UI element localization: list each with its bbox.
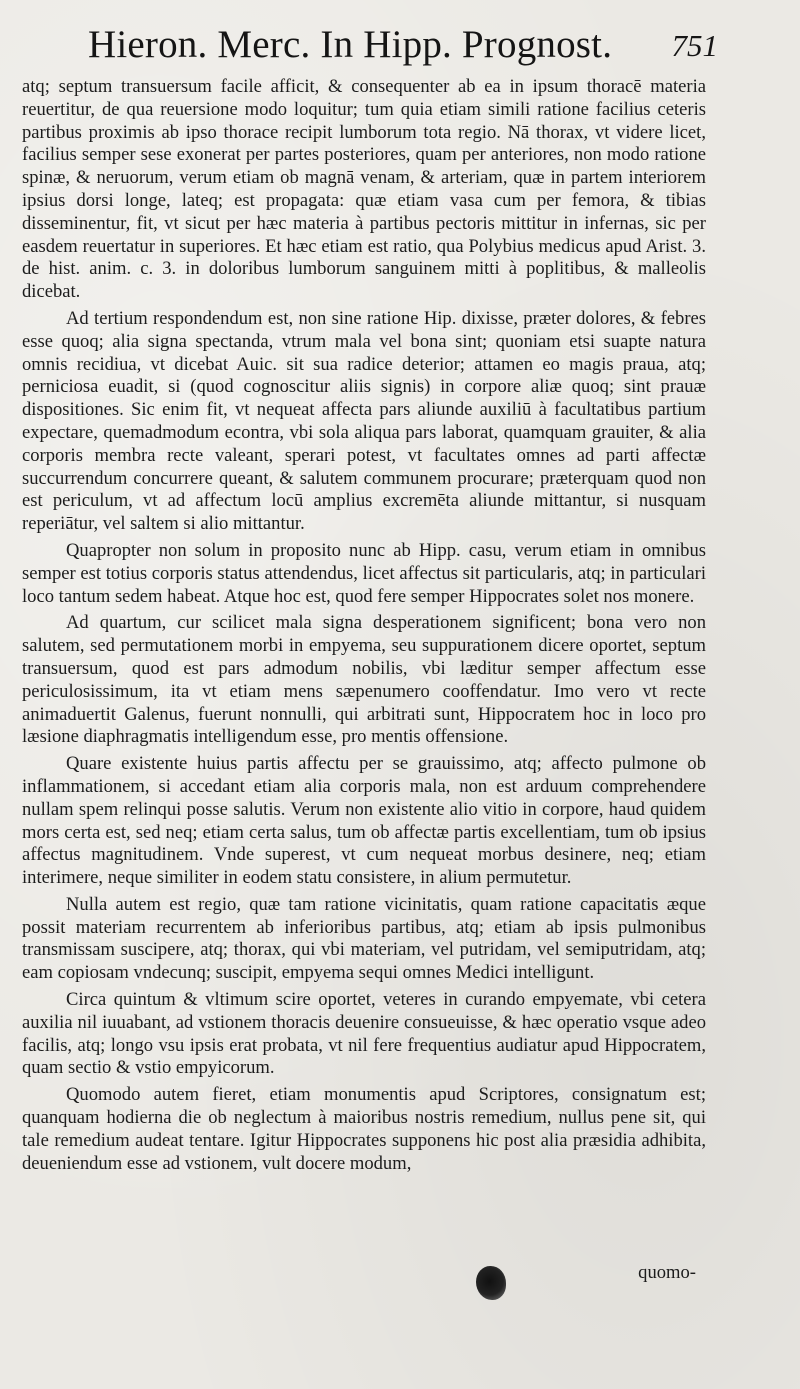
page-number: 751 [671,28,718,63]
page-header [88,20,718,70]
body-text [22,76,706,1179]
paragraph: Circa quintum & vltimum scire oportet, veteres in curando empyemate, vbi cetera auxilia nil iuuabant, ad vstionem thoracis deuenire consueuisse, & hæc operatio vsque adeo facilis, atq; longo vsu ipsis erat probata, vt nil fere frequentius audiatur apud Hippocratem, quam sectio & vstio empyicorum. [22,989,706,1079]
paragraph: Ad tertium respondendum est, non sine ratione Hip. dixisse, præter dolores, & febres esse quoq; alia signa spectanda, vtrum mala vel bona sint; quoniam etsi suapte natura omnis recidiua, vt dicebat Auic. sit sua radice deterior; attamen eo magis praua, atq; perniciosa euadit, si (quod cognoscitur aliis signis) in corpore aliæ quoq; sint prauæ dispositiones. Sic enim fit, vt nequeat affecta pars aliunde auxiliū à facultatibus partium expectare, quemadmodum econtra, vbi sola aliqua pars laborat, quamquam grauiter, & alia corporis membra recte valeant, sperari potest, vt facultates omnes ad parti affectæ succurrendum concurrere queant, & salutem communem procurare; præterquam quod non est periculum, vt ad affectum locū amplius excremēta aliunde mittantur, si nusquam reperiātur, vel saltem si alio mittantur. [22,307,706,535]
paragraph: Nulla autem est regio, quæ tam ratione vicinitatis, quam ratione capacitatis æque possit materiam recurrentem ab inferioribus partibus, atq; etiam ab ipsis pulmonibus transmissam suscipere, atq; thorax, qui vbi materiam, vel putridam, vel semiputridam, atq; eam copiosam vndecunq; suscipit, empyema sequi omnes Medici intelligunt. [22,893,706,984]
paragraph: Quomodo autem fieret, etiam monumentis apud Scriptores, consignatum est; quanquam hodierna die ob neglectum à maioribus nostris remedium, nullus pene sit, qui tale remedium audeat tentare. Igitur Hippocrates supponens hic post alia præsidia adhibita, deueniendum esse ad vstionem, vult docere modum, [22,1084,706,1174]
paragraph: atq; septum transuersum facile afficit, & consequenter ab ea in ipsum thoracē materia reuertitur, de qua reuersione modo loquitur; tum quia etiam simili ratione facilius ceteris partibus proximis ab ipso thorace recipit lumborum tota regio. Nā thorax, vt videre licet, facilius semper sese exonerat per partes posteriores, quam per anteriores, non modo ratione spinæ, & neruorum, verum etiam ob magnā venam, & arteriam, quæ in partem interiorem ipsius dorsi longe, lateq; est propagata: quæ etiam vasa cum per femora, & tibias disseminentur, fit, vt sicut per hæc materia à partibus pectoris mittitur in infernas, sic per easdem reuertatur in superiores. Et hæc etiam est ratio, qua Polybius medicus apud Arist. 3. de hist. anim. c. 3. in doloribus lumborum sanguinem mitti à poplitibus, & malleolis dicebat. [22,76,706,303]
paragraph: Quare existente huius partis affectu per se grauissimo, atq; affecto pulmone ob inflammationem, si accedant etiam alia corporis mala, non est arduum comprehendere nullam spem relinqui posse salutis. Verum non existente alio vitio in corpore, haud quidem mors certa est, sed neq; etiam certa salus, tum ob affectæ partis excellentiam, tum ob ipsius affectus magnitudinem. Vnde superest, vt cum nequeat morbus desinere, neq; etiam interimere, neque similiter in eodem statu consistere, in alium permutetur. [22,753,706,889]
ink-blot [476,1266,506,1300]
running-head: Hieron. Merc. In Hipp. Prognost. [88,23,613,66]
paragraph: Quapropter non solum in proposito nunc ab Hipp. casu, verum etiam in omnibus semper est totius corporis status attendendus, licet affectus sit particularis, atq; in particulari loco tantum sedem habeat. Atque hoc est, quod fere semper Hippocrates solet nos monere. [22,539,706,607]
paragraph: Ad quartum, cur scilicet mala signa desperationem significent; bona vero non salutem, sed permutationem morbi in empyema, seu suppurationem dicere oportet, septum transuersum, quod est pars admodum nobilis, vbi læditur semper affectum esse periculosissimum, ita vt etiam mens sæpenumero cooffendatur. Imo vero vt recte animaduertit Galenus, fuerunt nonnulli, qui arbitrati sunt, Hippocratem hoc in loco pro læsione diaphragmatis intelligendum esse, pro mentis offensione. [22,612,706,748]
catchword: quomo- [638,1262,696,1283]
